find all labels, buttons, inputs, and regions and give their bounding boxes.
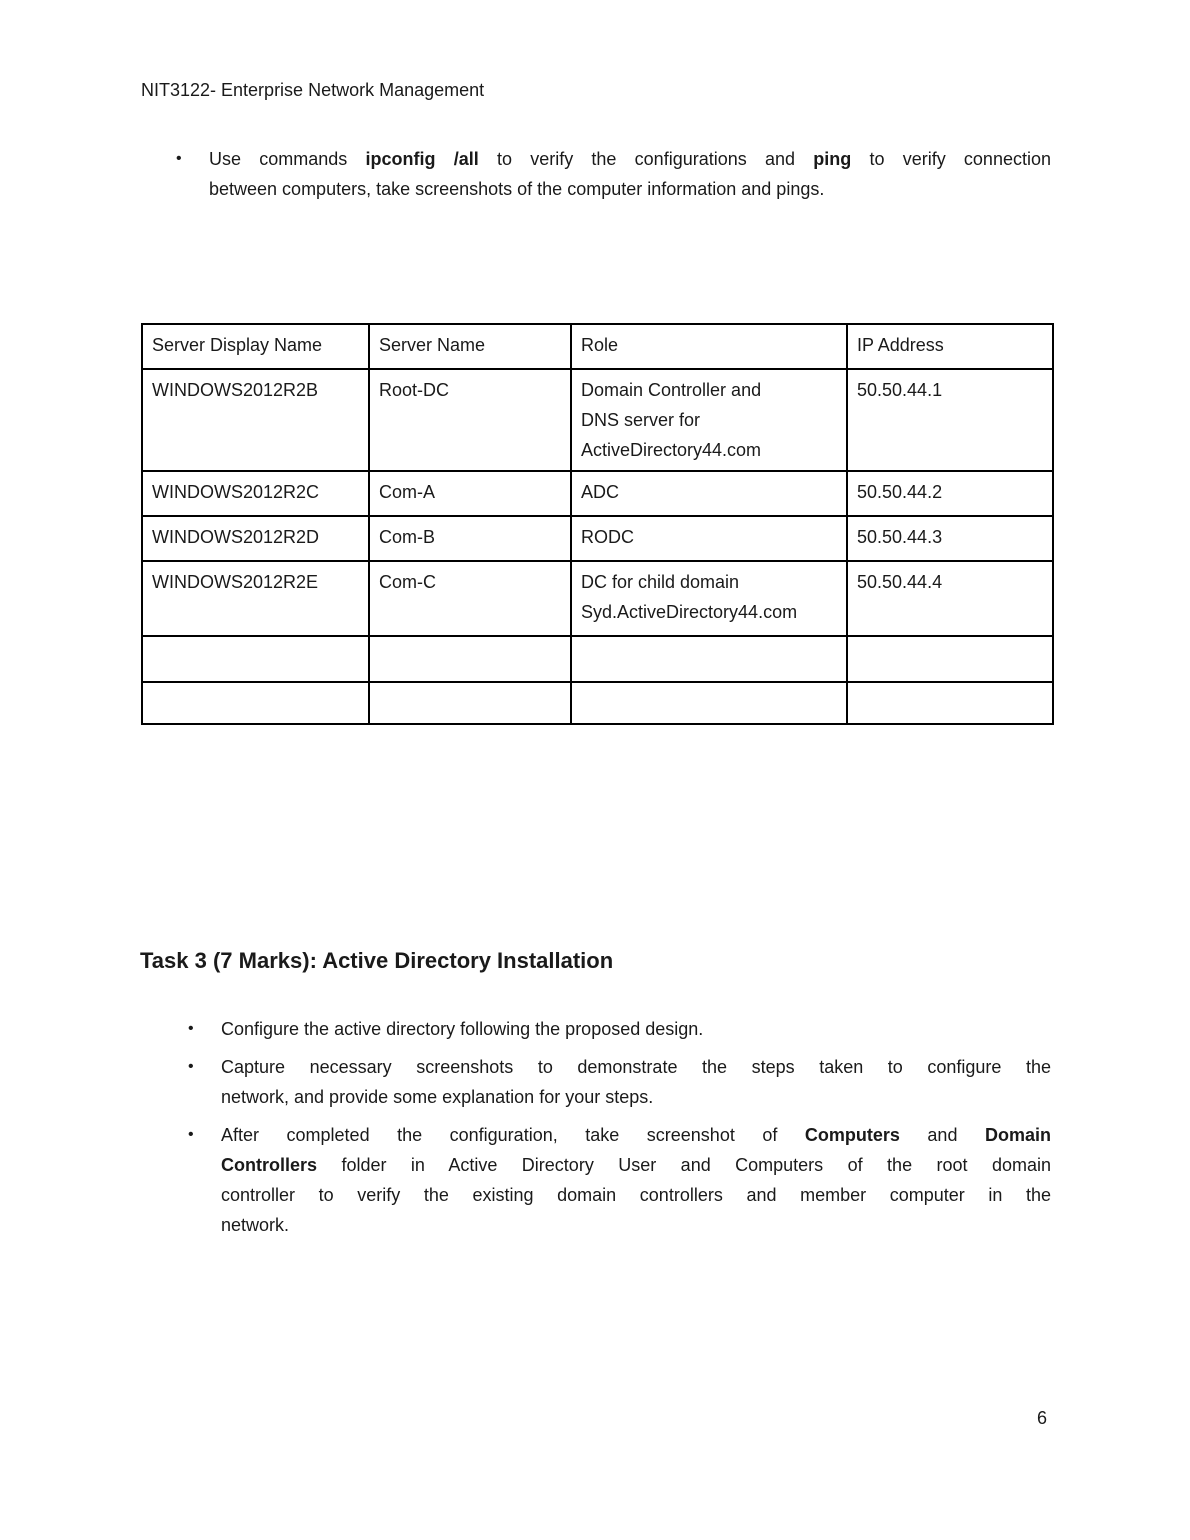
table-cell	[142, 369, 369, 471]
text-segment-bold: Controllers	[221, 1155, 318, 1175]
table-row	[142, 561, 1053, 636]
cell-line: 50.50.44.3	[857, 527, 943, 547]
table-cell	[142, 516, 369, 561]
bullet-text	[221, 1014, 1051, 1044]
table-cell	[142, 682, 369, 724]
cell-line: Com-B	[379, 527, 436, 547]
table-cell	[369, 636, 571, 682]
bullet-text	[209, 144, 1051, 204]
table-cell	[571, 516, 847, 561]
cell-line: Syd.ActiveDirectory44.com	[581, 602, 798, 622]
bullet-line	[221, 1150, 1051, 1180]
bullet-line: controller to verify the existing domain controllers and member computer in the	[221, 1185, 1051, 1205]
bullet-line: Capture necessary screenshots to demonstrate the steps taken to configure the	[221, 1057, 1051, 1077]
text-segment-bold: Domain	[984, 1125, 1051, 1145]
cell-line: Com-C	[379, 572, 436, 592]
cell-line: WINDOWS2012R2C	[152, 482, 320, 502]
table-cell	[369, 561, 571, 636]
table-header-cell: Server Name	[369, 324, 571, 369]
bullet-line	[221, 1120, 1051, 1150]
cell-line: 50.50.44.4	[857, 572, 943, 592]
bullet-item	[176, 144, 1051, 204]
cell-line: DNS server for	[581, 410, 701, 430]
cell-line: WINDOWS2012R2E	[152, 572, 319, 592]
table-cell	[847, 561, 1053, 636]
task3-heading: Task 3 (7 Marks): Active Directory Installation	[140, 948, 614, 973]
cell-line: Root-DC	[379, 380, 450, 400]
table-header-cell: Role	[571, 324, 847, 369]
bullet-marker: •	[188, 1126, 194, 1143]
table-header-row	[142, 324, 1053, 369]
bullet-text	[221, 1120, 1051, 1240]
bullet-item	[188, 1052, 1051, 1112]
bullet-line: network, and provide some explanation for your steps.	[221, 1087, 654, 1107]
table-row-empty	[142, 636, 1053, 682]
cell-line: 50.50.44.2	[857, 482, 943, 502]
page-number: 6	[1037, 1408, 1048, 1428]
text-segment: Use commands	[209, 149, 366, 169]
table-cell	[369, 682, 571, 724]
table-header-cell: IP Address	[847, 324, 1053, 369]
text-segment-bold: ping	[813, 149, 852, 169]
table-cell	[142, 636, 369, 682]
server-table	[141, 323, 1054, 725]
table-row	[142, 516, 1053, 561]
cell-line: ActiveDirectory44.com	[581, 440, 762, 460]
cell-line: 50.50.44.1	[857, 380, 943, 400]
cell-line: Domain Controller and	[581, 380, 762, 400]
task3-bullet-list	[188, 1014, 1051, 1248]
table-header-cell: Server Display Name	[142, 324, 369, 369]
cell-line: WINDOWS2012R2D	[152, 527, 320, 547]
table-cell	[571, 369, 847, 471]
text-segment: After completed the configuration, take screenshot of	[221, 1125, 805, 1145]
table-cell	[847, 682, 1053, 724]
table-row-empty	[142, 682, 1053, 724]
bullet-line: Configure the active directory following the proposed design.	[221, 1019, 704, 1039]
cell-line: WINDOWS2012R2B	[152, 380, 319, 400]
cell-line: ADC	[581, 482, 620, 502]
text-segment: folder in Active Directory User and Computers of the root domain	[317, 1155, 1051, 1175]
doc-header: NIT3122- Enterprise Network Management	[141, 80, 485, 100]
cell-line: Com-A	[379, 482, 436, 502]
cell-line: DC for child domain	[581, 572, 740, 592]
text-segment-bold: Computers	[804, 1125, 900, 1145]
table-cell	[369, 471, 571, 516]
table-cell	[571, 636, 847, 682]
table-cell	[847, 636, 1053, 682]
bullet-text	[221, 1052, 1051, 1112]
table-cell	[847, 369, 1053, 471]
text-segment-bold: ipconfig /all	[365, 149, 479, 169]
text-segment: and	[899, 1125, 985, 1145]
table-cell	[369, 516, 571, 561]
table-cell	[847, 516, 1053, 561]
table-cell	[571, 682, 847, 724]
table-cell	[369, 369, 571, 471]
table-cell	[571, 471, 847, 516]
table-row	[142, 471, 1053, 516]
bullet-marker: •	[188, 1058, 194, 1075]
table-row	[142, 369, 1053, 471]
bullet-marker: •	[176, 150, 182, 167]
table-cell	[571, 561, 847, 636]
table-cell	[142, 561, 369, 636]
bullet-line	[209, 144, 1051, 174]
text-segment: to verify the configurations and	[478, 149, 814, 169]
cell-line: RODC	[581, 527, 634, 547]
bullet-marker: •	[188, 1020, 194, 1037]
table-cell	[142, 471, 369, 516]
bullet-line: between computers, take screenshots of the computer information and pings.	[209, 179, 825, 199]
bullet-item	[188, 1014, 1051, 1044]
table-cell	[847, 471, 1053, 516]
bullet-line: network.	[221, 1215, 290, 1235]
text-segment: to verify connection	[851, 149, 1051, 169]
bullet-item	[188, 1120, 1051, 1240]
